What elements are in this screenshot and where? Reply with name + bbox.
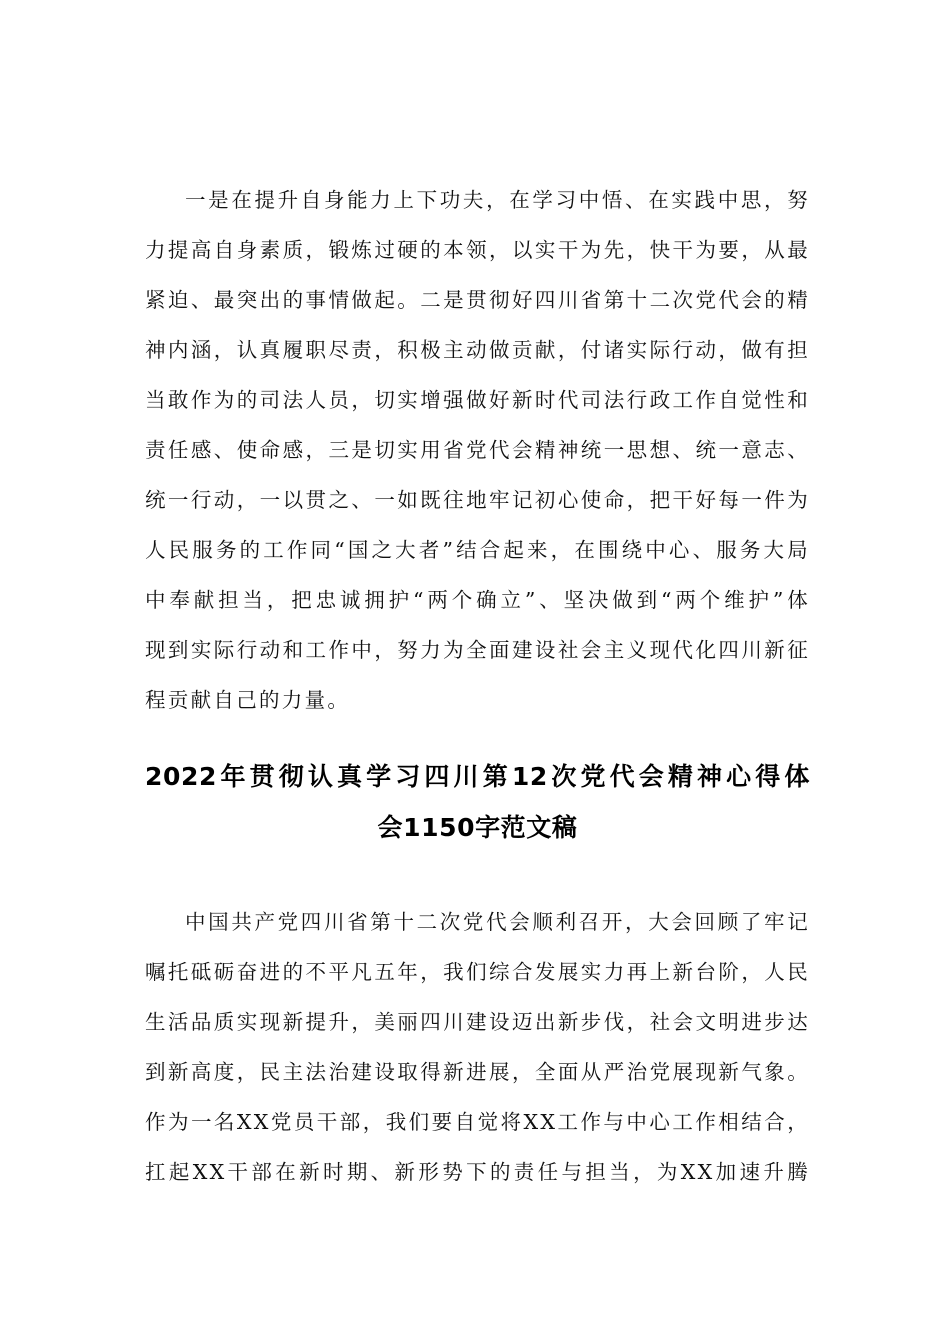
paragraph-line: 作为一名XX党员干部，我们要自觉将XX工作与中心工作相结合， — [145, 1110, 810, 1134]
paragraph-line: 统一行动，一以贯之、一如既往地牢记初心使命，把干好每一件为 — [145, 488, 810, 512]
paragraph-line: 当敢作为的司法人员，切实增强做好新时代司法行政工作自觉性和 — [145, 388, 810, 412]
paragraph-line: 人民服务的工作同“国之大者”结合起来，在围绕中心、服务大局 — [145, 538, 810, 562]
paragraph-line: 紧迫、最突出的事情做起。二是贯彻好四川省第十二次党代会的精 — [145, 288, 810, 312]
paragraph-line: 程贡献自己的力量。 — [145, 688, 351, 712]
paragraph-line: 中奉献担当，把忠诚拥护“两个确立”、坚决做到“两个维护”体 — [145, 588, 810, 612]
paragraph-line: 扛起XX干部在新时期、新形势下的责任与担当，为XX加速升腾 — [145, 1160, 810, 1184]
article-title-line-2: 会1150字范文稿 — [377, 813, 578, 842]
paragraph-line: 力提高自身素质，锻炼过硬的本领，以实干为先，快干为要，从最 — [145, 238, 810, 262]
paragraph-line: 中国共产党四川省第十二次党代会顺利召开，大会回顾了牢记 — [185, 910, 810, 934]
paragraph-line: 责任感、使命感，三是切实用省党代会精神统一思想、统一意志、 — [145, 438, 810, 462]
paragraph-line: 现到实际行动和工作中，努力为全面建设社会主义现代化四川新征 — [145, 638, 810, 662]
paragraph-line: 一是在提升自身能力上下功夫，在学习中悟、在实践中思，努 — [185, 188, 810, 212]
paragraph-line: 神内涵，认真履职尽责，积极主动做贡献，付诸实际行动，做有担 — [145, 338, 810, 362]
paragraph-line: 生活品质实现新提升，美丽四川建设迈出新步伐，社会文明进步达 — [145, 1010, 810, 1034]
paragraph-line: 到新高度，民主法治建设取得新进展，全面从严治党展现新气象。 — [145, 1060, 810, 1084]
article-title-line-1: 2022年贯彻认真学习四川第12次党代会精神心得体 — [145, 762, 810, 791]
paragraph-line: 嘱托砥砺奋进的不平凡五年，我们综合发展实力再上新台阶，人民 — [145, 960, 810, 984]
